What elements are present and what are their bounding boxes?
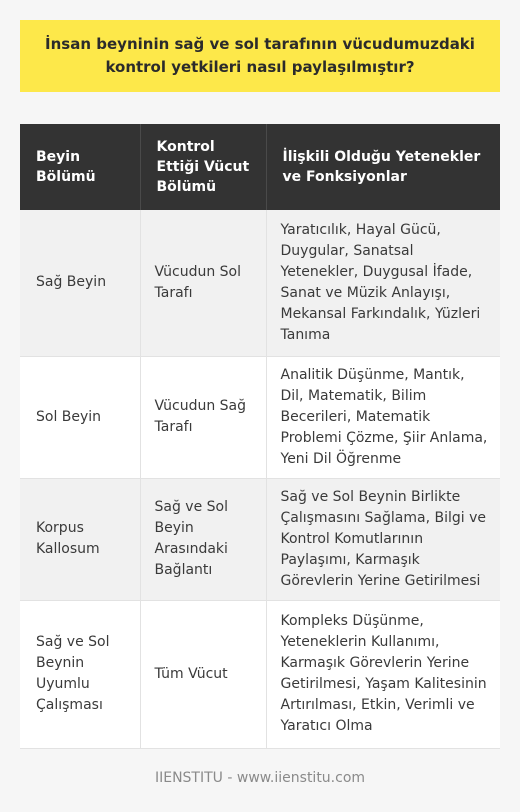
footer-credit: IIENSTITU - www.iienstitu.com	[154, 770, 366, 786]
header-brain-part: Beyin Bölümü	[20, 124, 140, 210]
header-body-part: Kontrol Ettiği Vücut Bölümü	[140, 124, 266, 210]
cell-brain-part: Korpus Kallosum	[20, 478, 140, 600]
page-title: İnsan beyninin sağ ve sol tarafının vücudumuzdaki kontrol yetkileri nasıl paylaşılmıştır?	[20, 20, 500, 92]
comparison-table-container	[20, 124, 500, 749]
cell-functions: Analitik Düşünme, Mantık, Dil, Matematik, Bilim Becerileri, Matematik Problemi Çözme, Şiir Anlama, Yeni Dil Öğrenme	[266, 356, 500, 478]
table-header-row	[20, 124, 500, 210]
cell-brain-part: Sol Beyin	[20, 356, 140, 478]
comparison-table	[20, 124, 500, 749]
cell-brain-part: Sağ Beyin	[20, 210, 140, 356]
table-row	[20, 356, 500, 478]
cell-functions: Sağ ve Sol Beynin Birlikte Çalışmasını Sağlama, Bilgi ve Kontrol Komutlarının Paylaşımı, Karmaşık Görevlerin Yerine Getirilmesi	[266, 478, 500, 600]
cell-body-part: Vücudun Sol Tarafı	[140, 210, 266, 356]
table-row	[20, 210, 500, 356]
cell-body-part: Vücudun Sağ Tarafı	[140, 356, 266, 478]
cell-body-part: Tüm Vücut	[140, 600, 266, 748]
table-row	[20, 478, 500, 600]
cell-body-part: Sağ ve Sol Beyin Arasındaki Bağlantı	[140, 478, 266, 600]
cell-functions: Kompleks Düşünme, Yeteneklerin Kullanımı, Karmaşık Görevlerin Yerine Getirilmesi, Yaşam Kalitesinin Artırılması, Etkin, Verimli ve Yaratıcı Olma	[266, 600, 500, 748]
header-functions: İlişkili Olduğu Yetenekler ve Fonksiyonlar	[266, 124, 500, 210]
cell-brain-part: Sağ ve Sol Beynin Uyumlu Çalışması	[20, 600, 140, 748]
cell-functions: Yaratıcılık, Hayal Gücü, Duygular, Sanatsal Yetenekler, Duygusal İfade, Sanat ve Müzik Anlayışı, Mekansal Farkındalık, Yüzleri Tanıma	[266, 210, 500, 356]
table-row	[20, 600, 500, 748]
